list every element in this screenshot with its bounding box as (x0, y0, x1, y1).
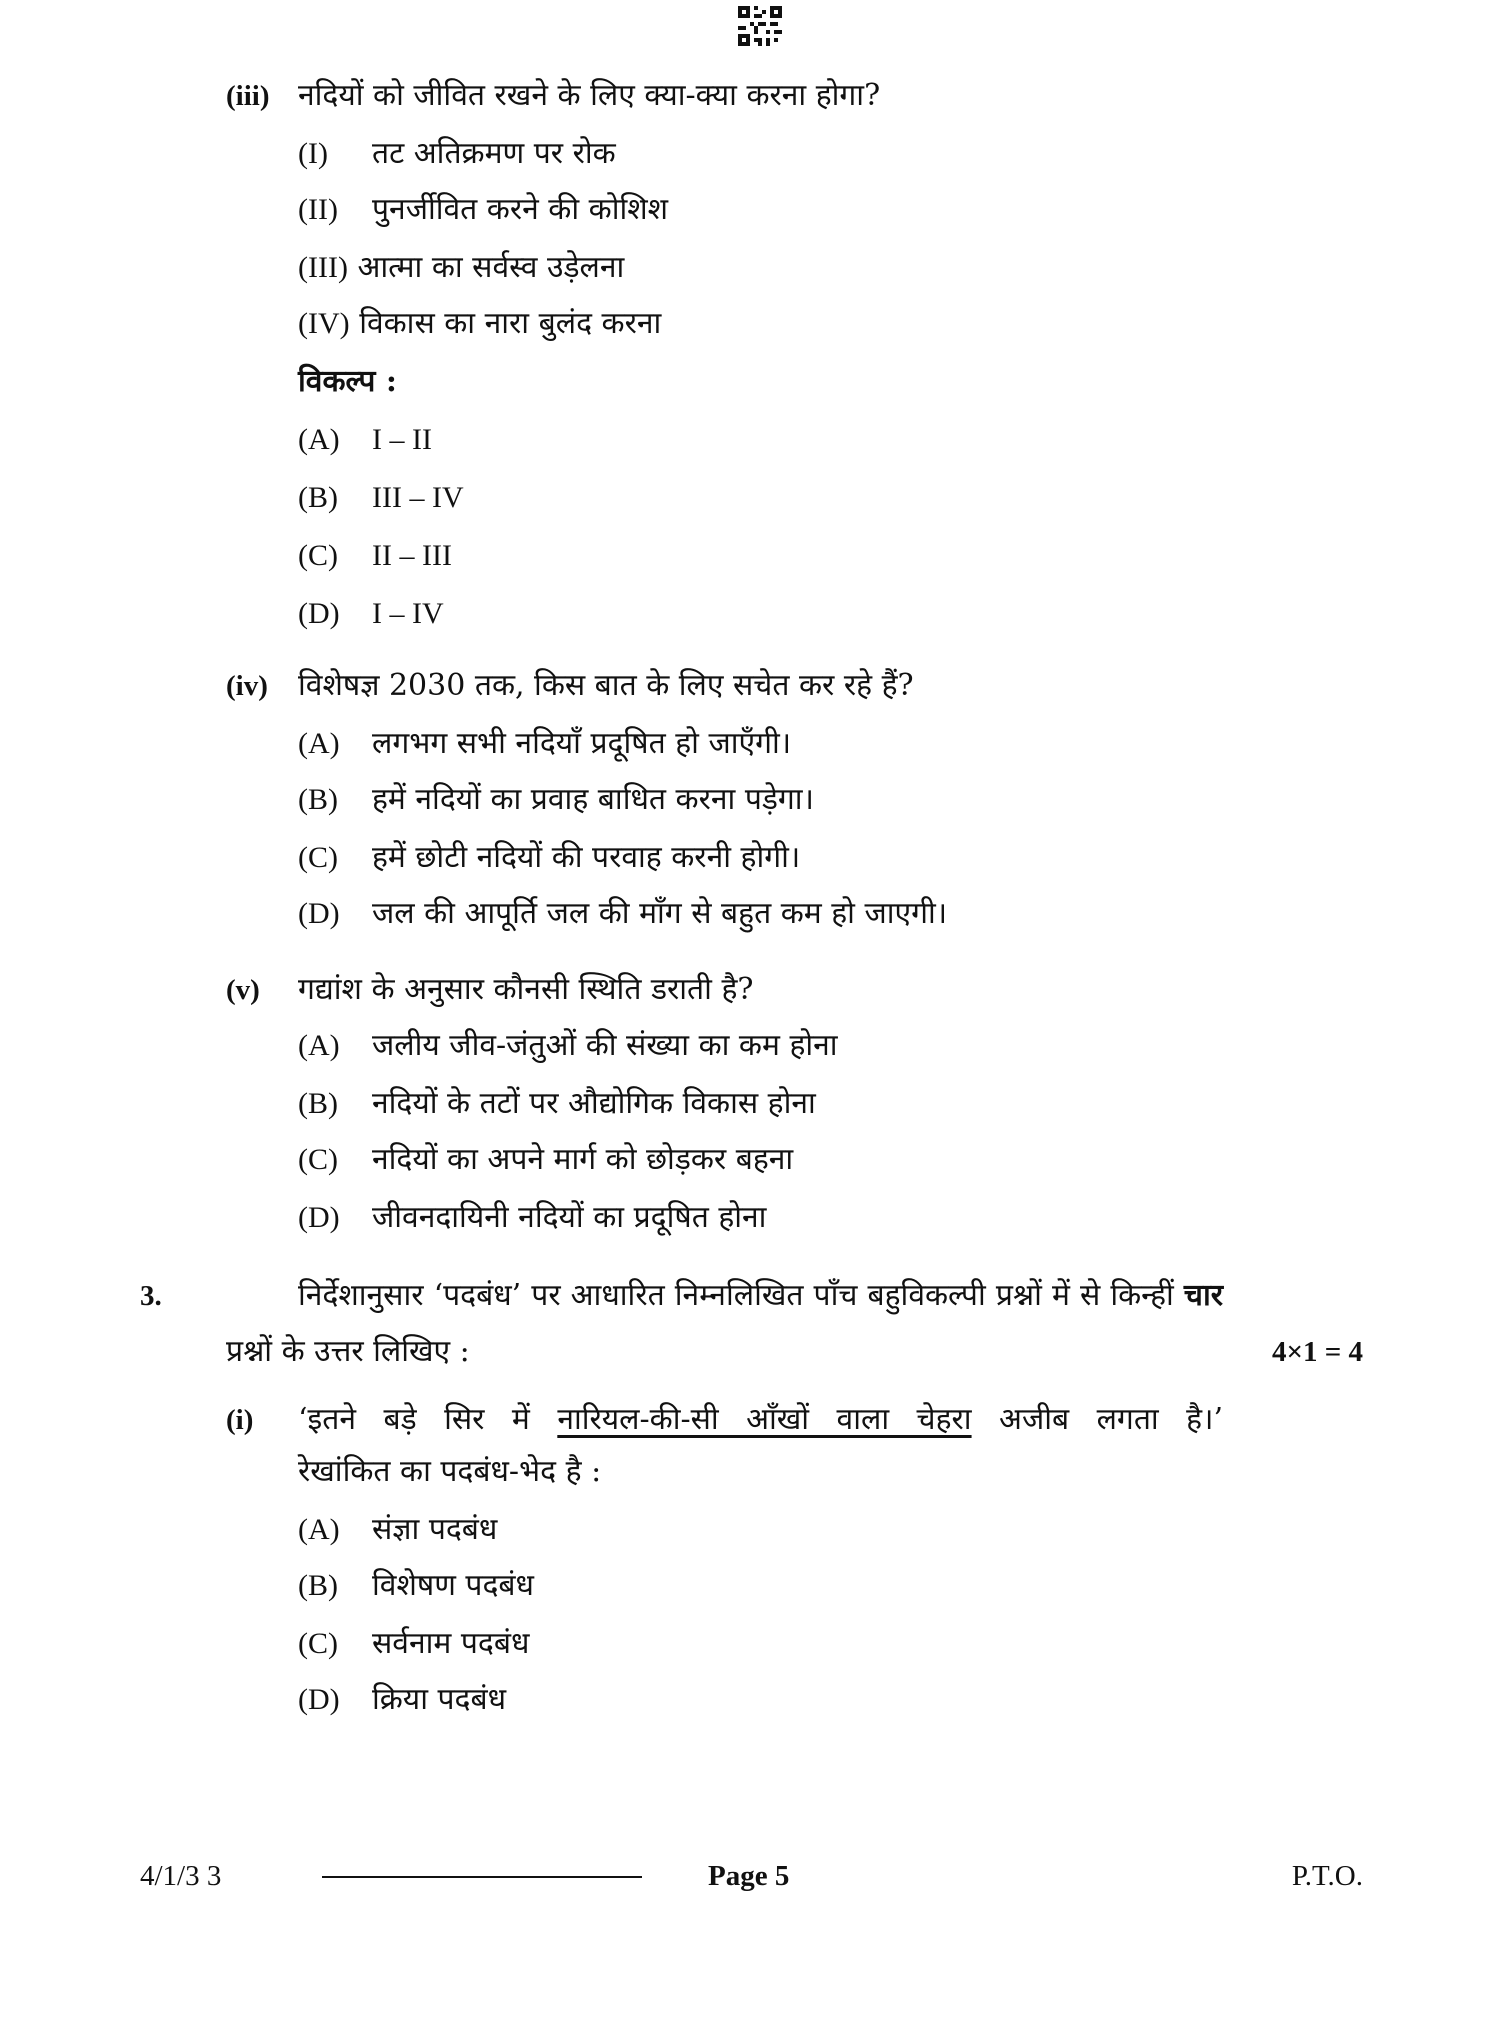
option-item (298, 420, 432, 460)
option-item (298, 1140, 793, 1180)
option-item (298, 1026, 838, 1066)
question-instruction (298, 1276, 1223, 1316)
options-heading: विकल्प : (298, 364, 397, 399)
option-label: (C) (298, 1143, 338, 1176)
option-label: (D) (298, 1683, 340, 1716)
option-text: III – IV (372, 481, 464, 514)
option-item (298, 594, 444, 634)
instruction-emphasis: चार (1183, 1278, 1223, 1313)
option-text: सर्वनाम पदबंध (372, 1626, 530, 1661)
option-item (298, 478, 464, 518)
option-text: लगभग सभी नदियाँ प्रदूषित हो जाएँगी। (372, 726, 792, 761)
option-text: I – II (372, 423, 432, 456)
option-text: हमें नदियों का प्रवाह बाधित करना पड़ेगा। (372, 782, 814, 817)
option-text: नदियों के तटों पर औद्योगिक विकास होना (372, 1086, 816, 1121)
option-text: क्रिया पदबंध (372, 1682, 507, 1717)
statement-item (298, 304, 661, 344)
underlined-phrase: नारियल-की-सी आँखों वाला चेहरा (557, 1402, 972, 1437)
option-item (298, 1566, 534, 1606)
question-number: 3. (140, 1280, 162, 1312)
question-number: (iv) (226, 670, 268, 702)
instruction-text: निर्देशानुसार ‘पदबंध’ पर आधारित निम्नलिखित पाँच बहुविकल्पी प्रश्नों में से किन्हीं (298, 1278, 1174, 1313)
option-text: I – IV (372, 597, 444, 630)
option-label: (C) (298, 539, 338, 572)
option-text: II – III (372, 539, 452, 572)
option-item (298, 894, 947, 934)
statement-item (298, 134, 616, 174)
statement-label: (I) (298, 137, 328, 170)
question-quote (298, 1400, 1223, 1440)
option-label: (A) (298, 1513, 340, 1546)
instruction-continuation: प्रश्नों के उत्तर लिखिए : (226, 1334, 470, 1369)
option-item (298, 1510, 497, 1550)
option-label: (B) (298, 1569, 338, 1602)
quote-text: अजीब लगता है।’ (999, 1402, 1223, 1437)
option-label: (D) (298, 597, 340, 630)
question-text: गद्यांश के अनुसार कौनसी स्थिति डराती है? (298, 972, 754, 1007)
statement-text: आत्मा का सर्वस्व उड़ेलना (357, 250, 625, 285)
question-number: (i) (226, 1404, 254, 1436)
option-item (298, 1624, 529, 1664)
option-label: (B) (298, 1087, 338, 1120)
option-item (298, 1198, 766, 1238)
statement-text: तट अतिक्रमण पर रोक (372, 136, 616, 171)
statement-item (298, 248, 624, 288)
statement-text: विकास का नारा बुलंद करना (359, 306, 662, 341)
question-text: विशेषज्ञ 2030 तक, किस बात के लिए सचेत कर रहे हैं? (298, 668, 914, 703)
question-number: (v) (226, 974, 260, 1006)
option-text: हमें छोटी नदियों की परवाह करनी होगी। (372, 840, 801, 875)
statement-label: (III) (298, 251, 348, 284)
option-item (298, 1680, 506, 1720)
option-text: जल की आपूर्ति जल की माँग से बहुत कम हो जाएगी। (372, 896, 948, 931)
option-item (298, 780, 814, 820)
paper-code: 4/1/3 3 (140, 1860, 222, 1892)
marks-label: 4×1 = 4 (1271, 1336, 1363, 1368)
option-item (298, 1084, 816, 1124)
qr-code-icon (738, 6, 782, 46)
option-label: (A) (298, 727, 340, 760)
statement-text: पुनर्जीवित करने की कोशिश (372, 192, 669, 227)
option-label: (D) (298, 1201, 340, 1234)
option-text: नदियों का अपने मार्ग को छोड़कर बहना (372, 1142, 794, 1177)
footer-divider (322, 1876, 642, 1878)
question-number: (iii) (226, 80, 270, 112)
option-item (298, 838, 800, 878)
option-label: (A) (298, 1029, 340, 1062)
question-text: नदियों को जीवित रखने के लिए क्या-क्या करना होगा? (298, 78, 881, 113)
statement-label: (II) (298, 193, 338, 226)
option-text: जीवनदायिनी नदियों का प्रदूषित होना (372, 1200, 767, 1235)
option-item (298, 724, 791, 764)
quote-text: ‘इतने बड़े सिर में (298, 1402, 530, 1437)
option-label: (B) (298, 783, 338, 816)
option-text: संज्ञा पदबंध (372, 1512, 498, 1547)
option-text: विशेषण पदबंध (372, 1568, 534, 1603)
option-label: (B) (298, 481, 338, 514)
page-number: Page 5 (708, 1860, 790, 1892)
option-item (298, 536, 452, 576)
option-label: (C) (298, 1627, 338, 1660)
option-label: (A) (298, 423, 340, 456)
statement-item (298, 190, 668, 230)
statement-label: (IV) (298, 307, 350, 340)
question-prompt: रेखांकित का पदबंध-भेद है : (298, 1454, 602, 1489)
pto-label: P.T.O. (1291, 1860, 1363, 1892)
option-label: (D) (298, 897, 340, 930)
option-text: जलीय जीव-जंतुओं की संख्या का कम होना (372, 1028, 838, 1063)
option-label: (C) (298, 841, 338, 874)
